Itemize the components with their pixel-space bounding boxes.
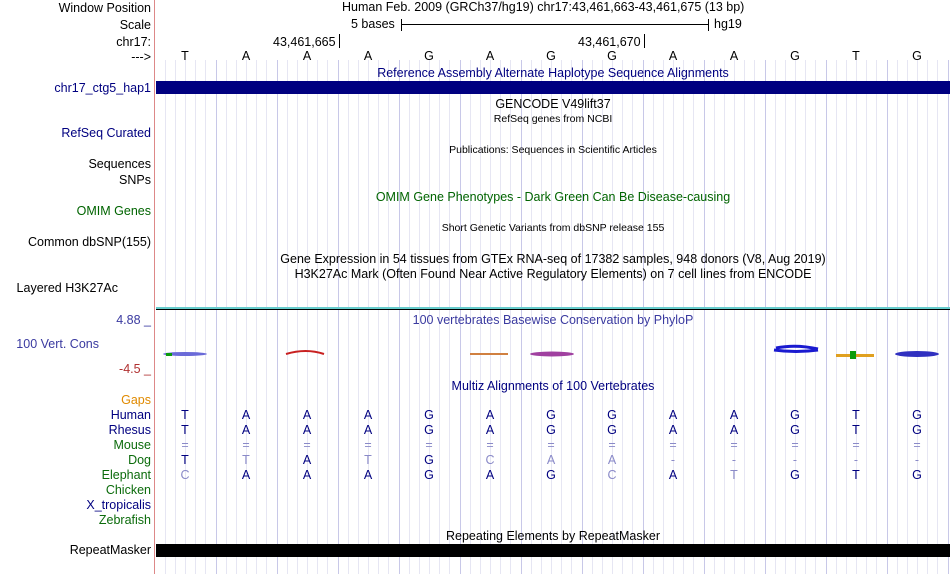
multiz-track-title: Multiz Alignments of 100 Vertebrates [451, 379, 655, 393]
reference-base: A [363, 49, 373, 63]
alignment-base: G [790, 468, 800, 482]
phylop-track-title: 100 vertebrates Basewise Conservation by PhyloP [412, 313, 694, 327]
reference-base: G [546, 49, 556, 63]
alignment-base: A [485, 423, 495, 437]
alignment-base: = [852, 438, 860, 452]
alignment-base: A [302, 423, 312, 437]
alignment-base: C [607, 468, 617, 482]
species-label[interactable]: Elephant [101, 468, 151, 482]
alignment-base: A [241, 423, 251, 437]
coord-tick-2 [644, 34, 645, 48]
sequences-track-label[interactable]: Sequences [88, 157, 151, 171]
species-label[interactable]: Zebrafish [98, 513, 151, 527]
reference-base: T [181, 49, 189, 63]
species-label[interactable]: Chicken [105, 483, 151, 497]
repeatmasker-track-label[interactable]: RepeatMasker [69, 543, 151, 557]
alignment-base: T [852, 423, 860, 437]
gtex-track-title: Gene Expression in 54 tissues from GTEx RNA-seq of 17382 samples, 948 donors (V8, Aug 2019) [280, 252, 826, 266]
alignment-base: T [852, 468, 860, 482]
alignment-base: G [424, 468, 434, 482]
alignment-base: - [731, 453, 737, 467]
alignment-base: - [670, 453, 676, 467]
reference-base: T [852, 49, 860, 63]
alignment-base: T [730, 468, 738, 482]
cons-max-label: 4.88 _ [116, 313, 151, 327]
alignment-base: A [302, 408, 312, 422]
h3k27ac-track-label[interactable]: Layered H3K27Ac [16, 281, 118, 295]
window-position-text: Human Feb. 2009 (GRCh37/hg19) chr17:43,461,663-43,461,675 (13 bp) [342, 0, 745, 14]
alignment-base: = [242, 438, 250, 452]
reference-base: A [668, 49, 678, 63]
repeatmasker-track-title: Repeating Elements by RepeatMasker [445, 529, 660, 543]
alignment-base: A [241, 408, 251, 422]
strand-arrow-label: ---> [131, 50, 151, 64]
track-label-pane [0, 0, 155, 574]
species-label[interactable]: Gaps [121, 393, 151, 407]
alignment-base: - [853, 453, 859, 467]
alignment-base: G [607, 408, 617, 422]
reference-base: A [485, 49, 495, 63]
alignment-base: G [546, 423, 556, 437]
alignment-base: = [913, 438, 921, 452]
omim-track-title: OMIM Gene Phenotypes - Dark Green Can Be Disease-causing [375, 190, 731, 204]
alignment-base: T [181, 423, 189, 437]
alignment-base: T [852, 408, 860, 422]
alignment-base: G [912, 423, 922, 437]
alignment-base: A [363, 468, 373, 482]
window-position-label: Window Position [58, 1, 151, 15]
publications-track-title: Publications: Sequences in Scientific Articles [449, 144, 657, 156]
alignment-base: = [730, 438, 738, 452]
alignment-base: A [546, 453, 556, 467]
h3k27ac-track-title: H3K27Ac Mark (Often Found Near Active Regulatory Elements) on 7 cell lines from ENCODE [294, 267, 812, 281]
gencode-track-title: GENCODE V49lift37 [495, 97, 611, 111]
assembly-text: hg19 [714, 17, 742, 31]
species-label[interactable]: Dog [128, 453, 151, 467]
alignment-base: T [242, 453, 250, 467]
alignment-base: G [424, 453, 434, 467]
alignment-base: = [364, 438, 372, 452]
scale-text: 5 bases [351, 17, 395, 31]
alignment-base: = [425, 438, 433, 452]
scale-bar [401, 19, 709, 31]
alignment-base: A [363, 408, 373, 422]
phylop-conservation-logo [156, 340, 950, 366]
alignment-base: A [485, 408, 495, 422]
alignment-base: A [485, 468, 495, 482]
alignment-base: A [241, 468, 251, 482]
alignment-base: A [668, 423, 678, 437]
track-divider-black [156, 309, 950, 310]
alignment-base: C [180, 468, 190, 482]
alignment-base: G [546, 468, 556, 482]
alignment-base: A [729, 408, 739, 422]
dbsnp-track-title: Short Genetic Variants from dbSNP release 155 [441, 222, 665, 234]
dbsnp-track-label[interactable]: Common dbSNP(155) [28, 235, 151, 249]
alignment-base: - [792, 453, 798, 467]
alignment-base: = [608, 438, 616, 452]
alignment-base: = [486, 438, 494, 452]
alignment-base: - [914, 453, 920, 467]
alt-hap-track-label[interactable]: chr17_ctg5_hap1 [54, 81, 151, 95]
alignment-base: T [181, 408, 189, 422]
alignment-base: A [302, 453, 312, 467]
snps-track-label[interactable]: SNPs [119, 173, 151, 187]
alignment-base: A [607, 453, 617, 467]
alignment-base: = [791, 438, 799, 452]
alignment-base: G [607, 423, 617, 437]
species-label[interactable]: Rhesus [108, 423, 151, 437]
coord-tick-1 [339, 34, 340, 48]
reference-base: A [729, 49, 739, 63]
reference-base: G [424, 49, 434, 63]
reference-base: G [912, 49, 922, 63]
omim-track-label[interactable]: OMIM Genes [76, 204, 151, 218]
reference-base: G [790, 49, 800, 63]
alignment-base: T [364, 453, 372, 467]
chrom-label: chr17: [116, 35, 151, 49]
alignment-base: G [424, 408, 434, 422]
alignment-base: G [546, 408, 556, 422]
alignment-base: A [363, 423, 373, 437]
alignment-base: A [729, 423, 739, 437]
species-label[interactable]: X_tropicalis [86, 498, 151, 512]
species-label[interactable]: Mouse [113, 438, 151, 452]
alignment-base: G [912, 408, 922, 422]
coord-label-2: 43,461,670 [578, 35, 641, 49]
repeatmasker-bar[interactable] [156, 544, 950, 557]
alt-hap-track-title: Reference Assembly Alternate Haplotype Sequence Alignments [377, 66, 729, 80]
alignment-base: C [485, 453, 495, 467]
alt-hap-bar[interactable] [156, 81, 950, 94]
alignment-base: = [181, 438, 189, 452]
refseq-track-subtitle: RefSeq genes from NCBI [493, 113, 613, 125]
refseq-track-label[interactable]: RefSeq Curated [61, 126, 151, 140]
alignment-base: G [790, 408, 800, 422]
alignment-base: A [668, 408, 678, 422]
alignment-base: A [668, 468, 678, 482]
scale-label: Scale [119, 18, 151, 32]
alignment-base: G [912, 468, 922, 482]
alignment-base: = [669, 438, 677, 452]
species-label[interactable]: Human [110, 408, 151, 422]
alignment-base: = [547, 438, 555, 452]
coord-label-1: 43,461,665 [273, 35, 336, 49]
alignment-base: T [181, 453, 189, 467]
reference-base: A [302, 49, 312, 63]
cons-min-label: -4.5 _ [119, 362, 151, 376]
reference-base: G [607, 49, 617, 63]
reference-base: A [241, 49, 251, 63]
alignment-base: = [303, 438, 311, 452]
alignment-base: A [302, 468, 312, 482]
alignment-base: G [424, 423, 434, 437]
cons-track-label[interactable]: 100 Vert. Cons [16, 337, 99, 351]
alignment-base: G [790, 423, 800, 437]
